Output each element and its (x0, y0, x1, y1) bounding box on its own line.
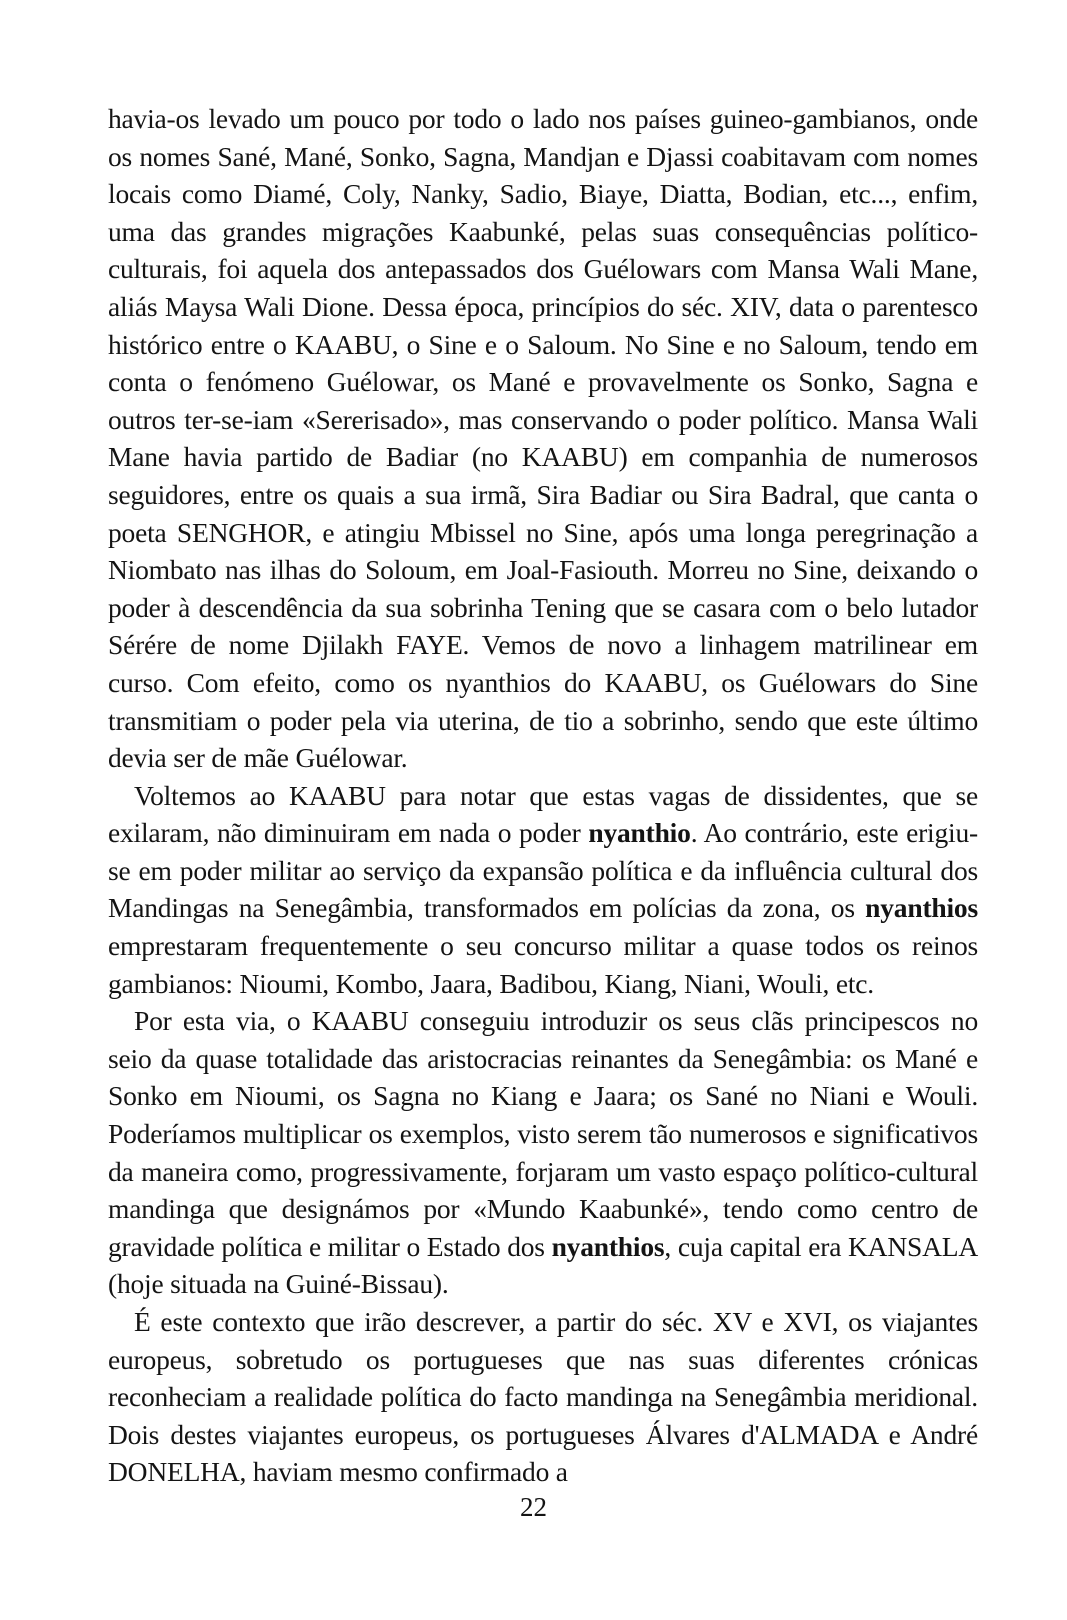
page-number: 22 (520, 1492, 547, 1522)
paragraph-1 (108, 100, 978, 777)
paragraph-3-term-nyanthios: nyanthios (551, 1230, 665, 1262)
paragraph-2-text-a: Voltemos ao KAABU para notar que estas vagas de dissidentes, que se exilaram, não diminuiram em nada o poder (108, 779, 978, 849)
paragraph-2-term-nyanthio: nyanthio (588, 817, 691, 849)
paragraph-4 (108, 1303, 978, 1491)
paragraph-3 (108, 1002, 978, 1303)
paragraph-2-term-nyanthios: nyanthios (865, 892, 978, 924)
page-body (108, 100, 978, 1491)
paragraph-3-text-a: Por esta via, o KAABU conseguiu introduzir os seus clãs principescos no seio da quase totalidade das aristocracias reinantes da Senegâmbia: os Mané e Sonko em Nioumi, os Sagna no Kiang e Jaara; os Sané no Niani e Wouli. Poderíamos multiplicar os exemplos, visto serem tão numerosos e significativos da maneira como, progressivamente, forjaram um vasto espaço político-cultural mandinga que designámos por «Mundo Kaabunké», tendo como centro de gravidade política e militar o Estado dos (108, 1005, 978, 1262)
paragraph-2-text-b: . Ao contrário, este erigiu-se em poder militar ao serviço da expansão política e da influência cultural dos Mandingas na Senegâmbia, transformados em polícias da zona, os (108, 817, 978, 924)
paragraph-1-text: havia-os levado um pouco por todo o lado nos países guineo-gambianos, onde os nomes Sané, Mané, Sonko, Sagna, Mandjan e Djassi coabitavam com nomes locais como Diamé, Coly, Nanky, Sadio, Biaye, Diatta, Bodian, etc..., enfim, uma das grandes migrações Kaabunké, pelas suas consequências político-culturais, foi aquela dos antepassados dos Guélowars com Mansa Wali Mane, aliás Maysa Wali Dione. Dessa época, princípios do séc. XIV, data o parentesco histórico entre o KAABU, o Sine e o Saloum. No Sine e no Saloum, tendo em conta o fenómeno Guélowar, os Mané e provavelmente os Sonko, Sagna e outros ter-se-iam «Sererisado», mas conservando o poder político. Mansa Wali Mane havia partido de Badiar (no KAABU) em companhia de numerosos seguidores, entre os quais a sua irmã, Sira Badiar ou Sira Badral, que canta o poeta SENGHOR, e atingiu Mbissel no Sine, após uma longa peregrinação a Niombato nas ilhas do Soloum, em Joal-Fasiouth. Morreu no Sine, deixando o poder à descendência da sua sobrinha Tening que se casara com o belo lutador Sérére de nome Djilakh FAYE. Vemos de novo a linhagem matrilinear em curso. Com efeito, como os nyanthios do KAABU, os Guélowars do Sine transmitiam o poder pela via uterina, de tio a sobrinho, sendo que este último devia ser de mãe Guélowar. (108, 103, 978, 774)
paragraph-2-text-c: emprestaram frequentemente o seu concurso militar a quase todos os reinos gambianos: Nioumi, Kombo, Jaara, Badibou, Kiang, Niani, Wouli, etc. (108, 930, 978, 999)
paragraph-4-text: É este contexto que irão descrever, a partir do séc. XV e XVI, os viajantes europeus, sobretudo os portugueses que nas suas diferentes crónicas reconheciam a realidade política do facto mandinga na Senegâmbia meridional. Dois destes viajantes europeus, os portugueses Álvares d'ALMADA e André DONELHA, haviam mesmo confirmado a (108, 1306, 978, 1488)
paragraph-2 (108, 777, 978, 1003)
paragraph-3-text-b: , cuja capital era KANSALA (hoje situada na Guiné-Bissau). (108, 1230, 978, 1300)
